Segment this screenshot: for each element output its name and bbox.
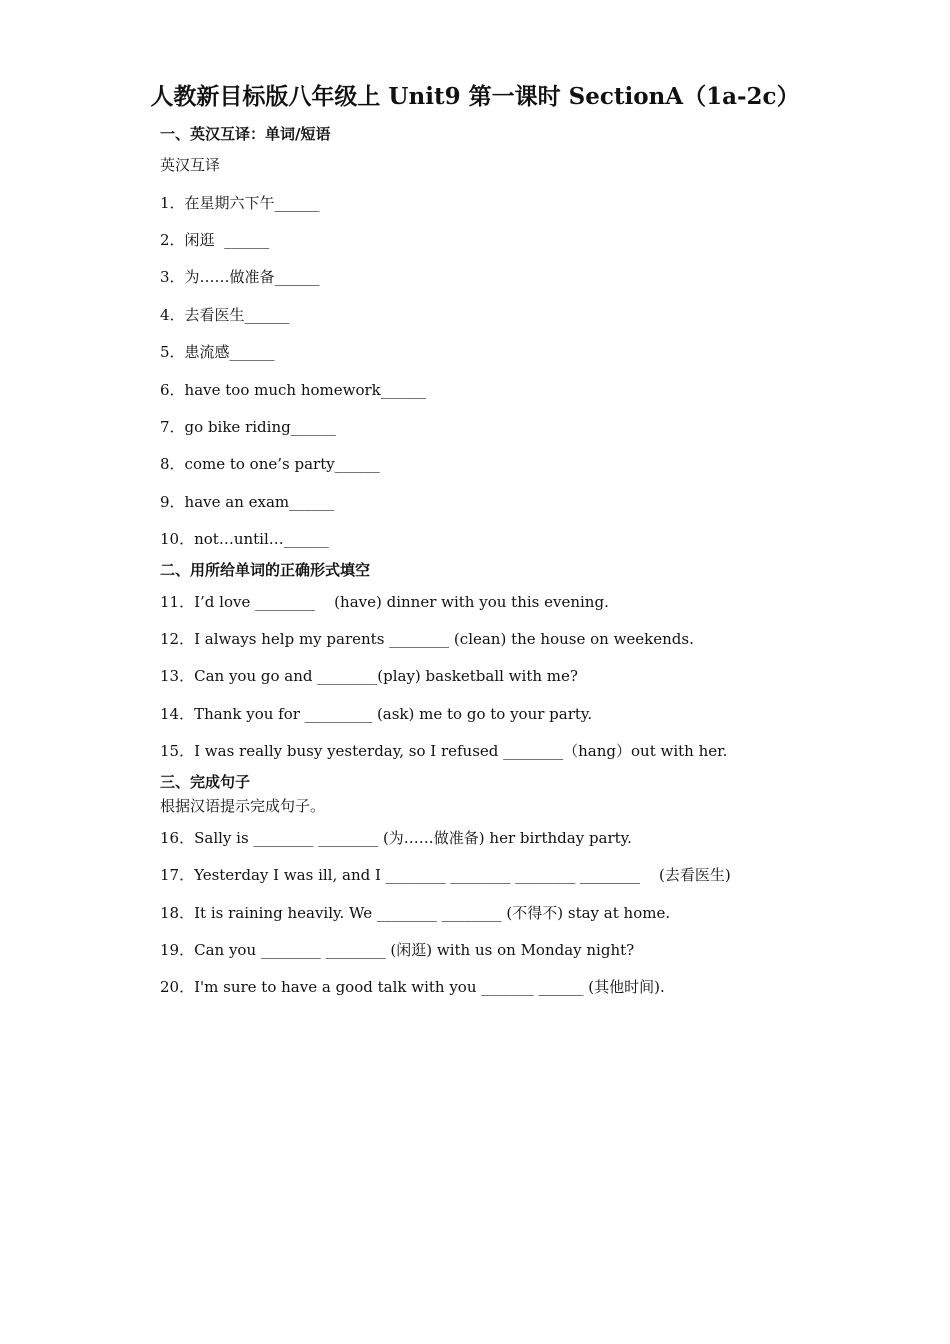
question-text: Can you ________ ________ (闲逛) with us on Monday night?: [194, 941, 635, 959]
question-text: come to one’s party______: [184, 455, 380, 473]
question-7: [160, 417, 336, 437]
question-number: 16．: [160, 829, 195, 847]
question-text: not…until…______: [194, 530, 329, 548]
question-text: Can you go and ________(play) basketball with me?: [194, 667, 578, 685]
question-2: [160, 230, 269, 250]
question-text: Sally is ________ ________ (为……做准备) her birthday party.: [194, 829, 632, 847]
question-text: 在星期六下午______: [184, 194, 320, 212]
question-20: [160, 977, 665, 997]
question-text: It is raining heavily. We ________ ________ (不得不) stay at home.: [194, 904, 671, 922]
question-number: 17．: [160, 866, 195, 884]
question-text: 去看医生______: [184, 306, 290, 324]
question-number: 4．: [160, 306, 185, 324]
question-text: I'm sure to have a good talk with you _______ ______ (其他时间).: [194, 978, 665, 996]
question-number: 6．: [160, 381, 185, 399]
question-text: I’d love ________ (have) dinner with you this evening.: [194, 593, 609, 611]
question-number: 15．: [160, 742, 195, 760]
question-text: 患流感______: [184, 343, 275, 361]
question-8: [160, 454, 380, 474]
question-17: [160, 865, 731, 885]
question-number: 12．: [160, 630, 195, 648]
question-12: [160, 629, 694, 649]
section-2-heading: 二、用所给单词的正确形式填空: [160, 561, 371, 579]
page-title: 人教新目标版八年级上 Unit9 第一课时 SectionA（1a-2c）: [150, 83, 800, 110]
question-number: 13．: [160, 667, 195, 685]
question-number: 10．: [160, 530, 195, 548]
section-1-instruction: 英汉互译: [160, 156, 221, 174]
question-text: go bike riding______: [184, 418, 336, 436]
question-number: 19．: [160, 941, 195, 959]
question-16: [160, 828, 632, 848]
question-text: 为……做准备______: [184, 268, 320, 286]
question-number: 3．: [160, 268, 185, 286]
question-4: [160, 305, 290, 325]
question-number: 2．: [160, 231, 185, 249]
section-3-instruction: 根据汉语提示完成句子。: [160, 797, 326, 815]
question-text: Yesterday I was ill, and I ________ ________ ________ ________ (去看医生): [194, 866, 731, 884]
question-number: 1．: [160, 194, 185, 212]
question-number: 9．: [160, 493, 185, 511]
question-13: [160, 666, 578, 686]
question-6: [160, 380, 426, 400]
section-3-heading: 三、完成句子: [160, 773, 251, 791]
question-text: have too much homework______: [184, 381, 426, 399]
question-number: 18．: [160, 904, 195, 922]
question-19: [160, 940, 634, 960]
question-9: [160, 492, 334, 512]
question-number: 20．: [160, 978, 195, 996]
question-text: 闲逛 ______: [184, 231, 270, 249]
question-number: 7．: [160, 418, 185, 436]
question-1: [160, 193, 320, 213]
question-5: [160, 342, 275, 362]
question-text: I always help my parents ________ (clean) the house on weekends.: [194, 630, 694, 648]
question-text: I was really busy yesterday, so I refused ________（hang）out with her.: [194, 742, 728, 760]
question-10: [160, 529, 329, 549]
question-3: [160, 267, 320, 287]
question-11: [160, 592, 609, 612]
section-1-heading: 一、英汉互译：单词/短语: [160, 125, 331, 143]
question-18: [160, 903, 670, 923]
question-text: Thank you for _________ (ask) me to go to your party.: [194, 705, 593, 723]
question-15: [160, 741, 727, 761]
question-number: 5．: [160, 343, 185, 361]
question-number: 14．: [160, 705, 195, 723]
question-number: 8．: [160, 455, 185, 473]
question-text: have an exam______: [184, 493, 335, 511]
question-number: 11．: [160, 593, 195, 611]
question-14: [160, 704, 592, 724]
